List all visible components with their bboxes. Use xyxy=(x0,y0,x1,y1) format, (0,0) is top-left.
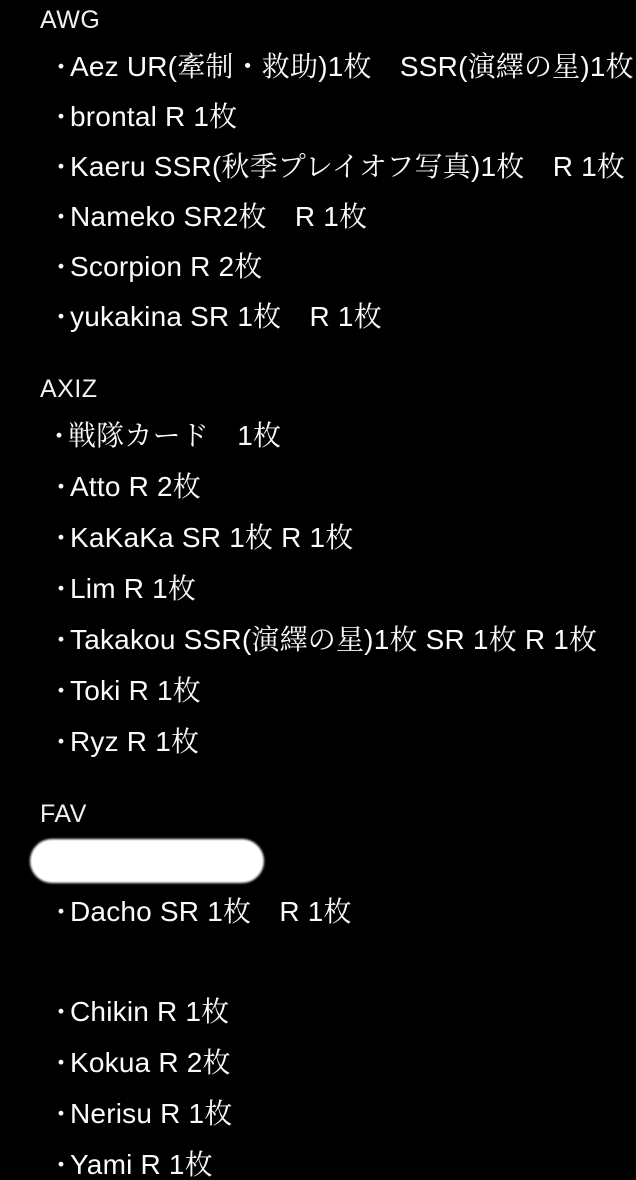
list-item-label: Kaeru SSR(秋季プレイオフ写真)1枚 R 1枚 xyxy=(70,151,626,182)
group-fav-items xyxy=(0,847,636,1179)
list-item xyxy=(0,575,636,603)
list-item xyxy=(0,473,636,501)
group-axiz-items xyxy=(0,422,636,756)
list-item xyxy=(0,53,636,81)
bullet-icon: ・ xyxy=(48,302,75,332)
bullet-icon: ・ xyxy=(48,625,75,655)
list-item xyxy=(0,303,636,331)
list-item xyxy=(0,203,636,231)
list-item xyxy=(0,422,636,450)
list-item xyxy=(0,1151,636,1179)
bullet-icon: ・ xyxy=(48,152,75,182)
list-item xyxy=(0,253,636,281)
list-item-label: Aez UR(牽制・救助)1枚 SSR(演繹の星)1枚 xyxy=(70,51,634,82)
list-item xyxy=(0,1049,636,1077)
bullet-icon: ・ xyxy=(48,202,75,232)
list-item-label: Kokua R 2枚 xyxy=(70,1047,231,1078)
bullet-icon: ・ xyxy=(48,1150,75,1180)
bullet-icon: ・ xyxy=(48,252,75,282)
list-item-label: Lim R 1枚 xyxy=(70,573,197,604)
group-title-awg: AWG xyxy=(40,6,101,34)
bullet-icon: ・ xyxy=(48,472,75,502)
bullet-icon: ・ xyxy=(48,574,75,604)
list-item-label: KaKaKa SR 1枚 R 1枚 xyxy=(70,522,354,553)
list-item-label: Ryz R 1枚 xyxy=(70,726,200,757)
list-item xyxy=(0,626,636,654)
redaction-mark xyxy=(32,841,262,881)
group-title-axiz: AXIZ xyxy=(40,375,98,403)
list-item-label: Chikin R 1枚 xyxy=(70,996,230,1027)
list-item-label: Nameko SR2枚 R 1枚 xyxy=(70,201,368,232)
list-item-label: Takakou SSR(演繹の星)1枚 SR 1枚 R 1枚 xyxy=(70,624,598,655)
list-item-label: Toki R 1枚 xyxy=(70,675,201,706)
list-item-label: brontal R 1枚 xyxy=(70,101,238,132)
list-item xyxy=(0,728,636,756)
bullet-icon: ・ xyxy=(48,52,75,82)
list-item xyxy=(0,898,636,926)
bullet-icon: ・ xyxy=(48,727,75,757)
list-item xyxy=(0,524,636,552)
list-item-label: Yami R 1枚 xyxy=(70,1149,213,1180)
bullet-icon: ・ xyxy=(48,897,75,927)
bullet-icon: ・ xyxy=(48,997,75,1027)
group-title-fav: FAV xyxy=(40,800,87,828)
list-item xyxy=(0,1100,636,1128)
bullet-icon: ・ xyxy=(48,1099,75,1129)
list-item xyxy=(0,998,636,1026)
group-awg-items xyxy=(0,53,636,331)
list-item xyxy=(0,103,636,131)
bullet-icon: ・ xyxy=(48,102,75,132)
list-item-label: Scorpion R 2枚 xyxy=(70,251,263,282)
list-item-label: Dacho SR 1枚 R 1枚 xyxy=(70,896,352,927)
group-awg xyxy=(0,0,636,331)
list-item-label: 戦隊カード 1枚 xyxy=(68,420,282,451)
list-item xyxy=(0,677,636,705)
bullet-icon: ・ xyxy=(48,523,75,553)
list-item-label: Nerisu R 1枚 xyxy=(70,1098,233,1129)
group-axiz xyxy=(0,377,636,756)
list-item-label: yukakina SR 1枚 R 1枚 xyxy=(70,301,382,332)
list-item-label: Atto R 2枚 xyxy=(70,471,201,502)
list-item xyxy=(0,153,636,181)
bullet-icon: ・ xyxy=(46,421,73,451)
bullet-icon: ・ xyxy=(48,1048,75,1078)
bullet-icon: ・ xyxy=(48,676,75,706)
